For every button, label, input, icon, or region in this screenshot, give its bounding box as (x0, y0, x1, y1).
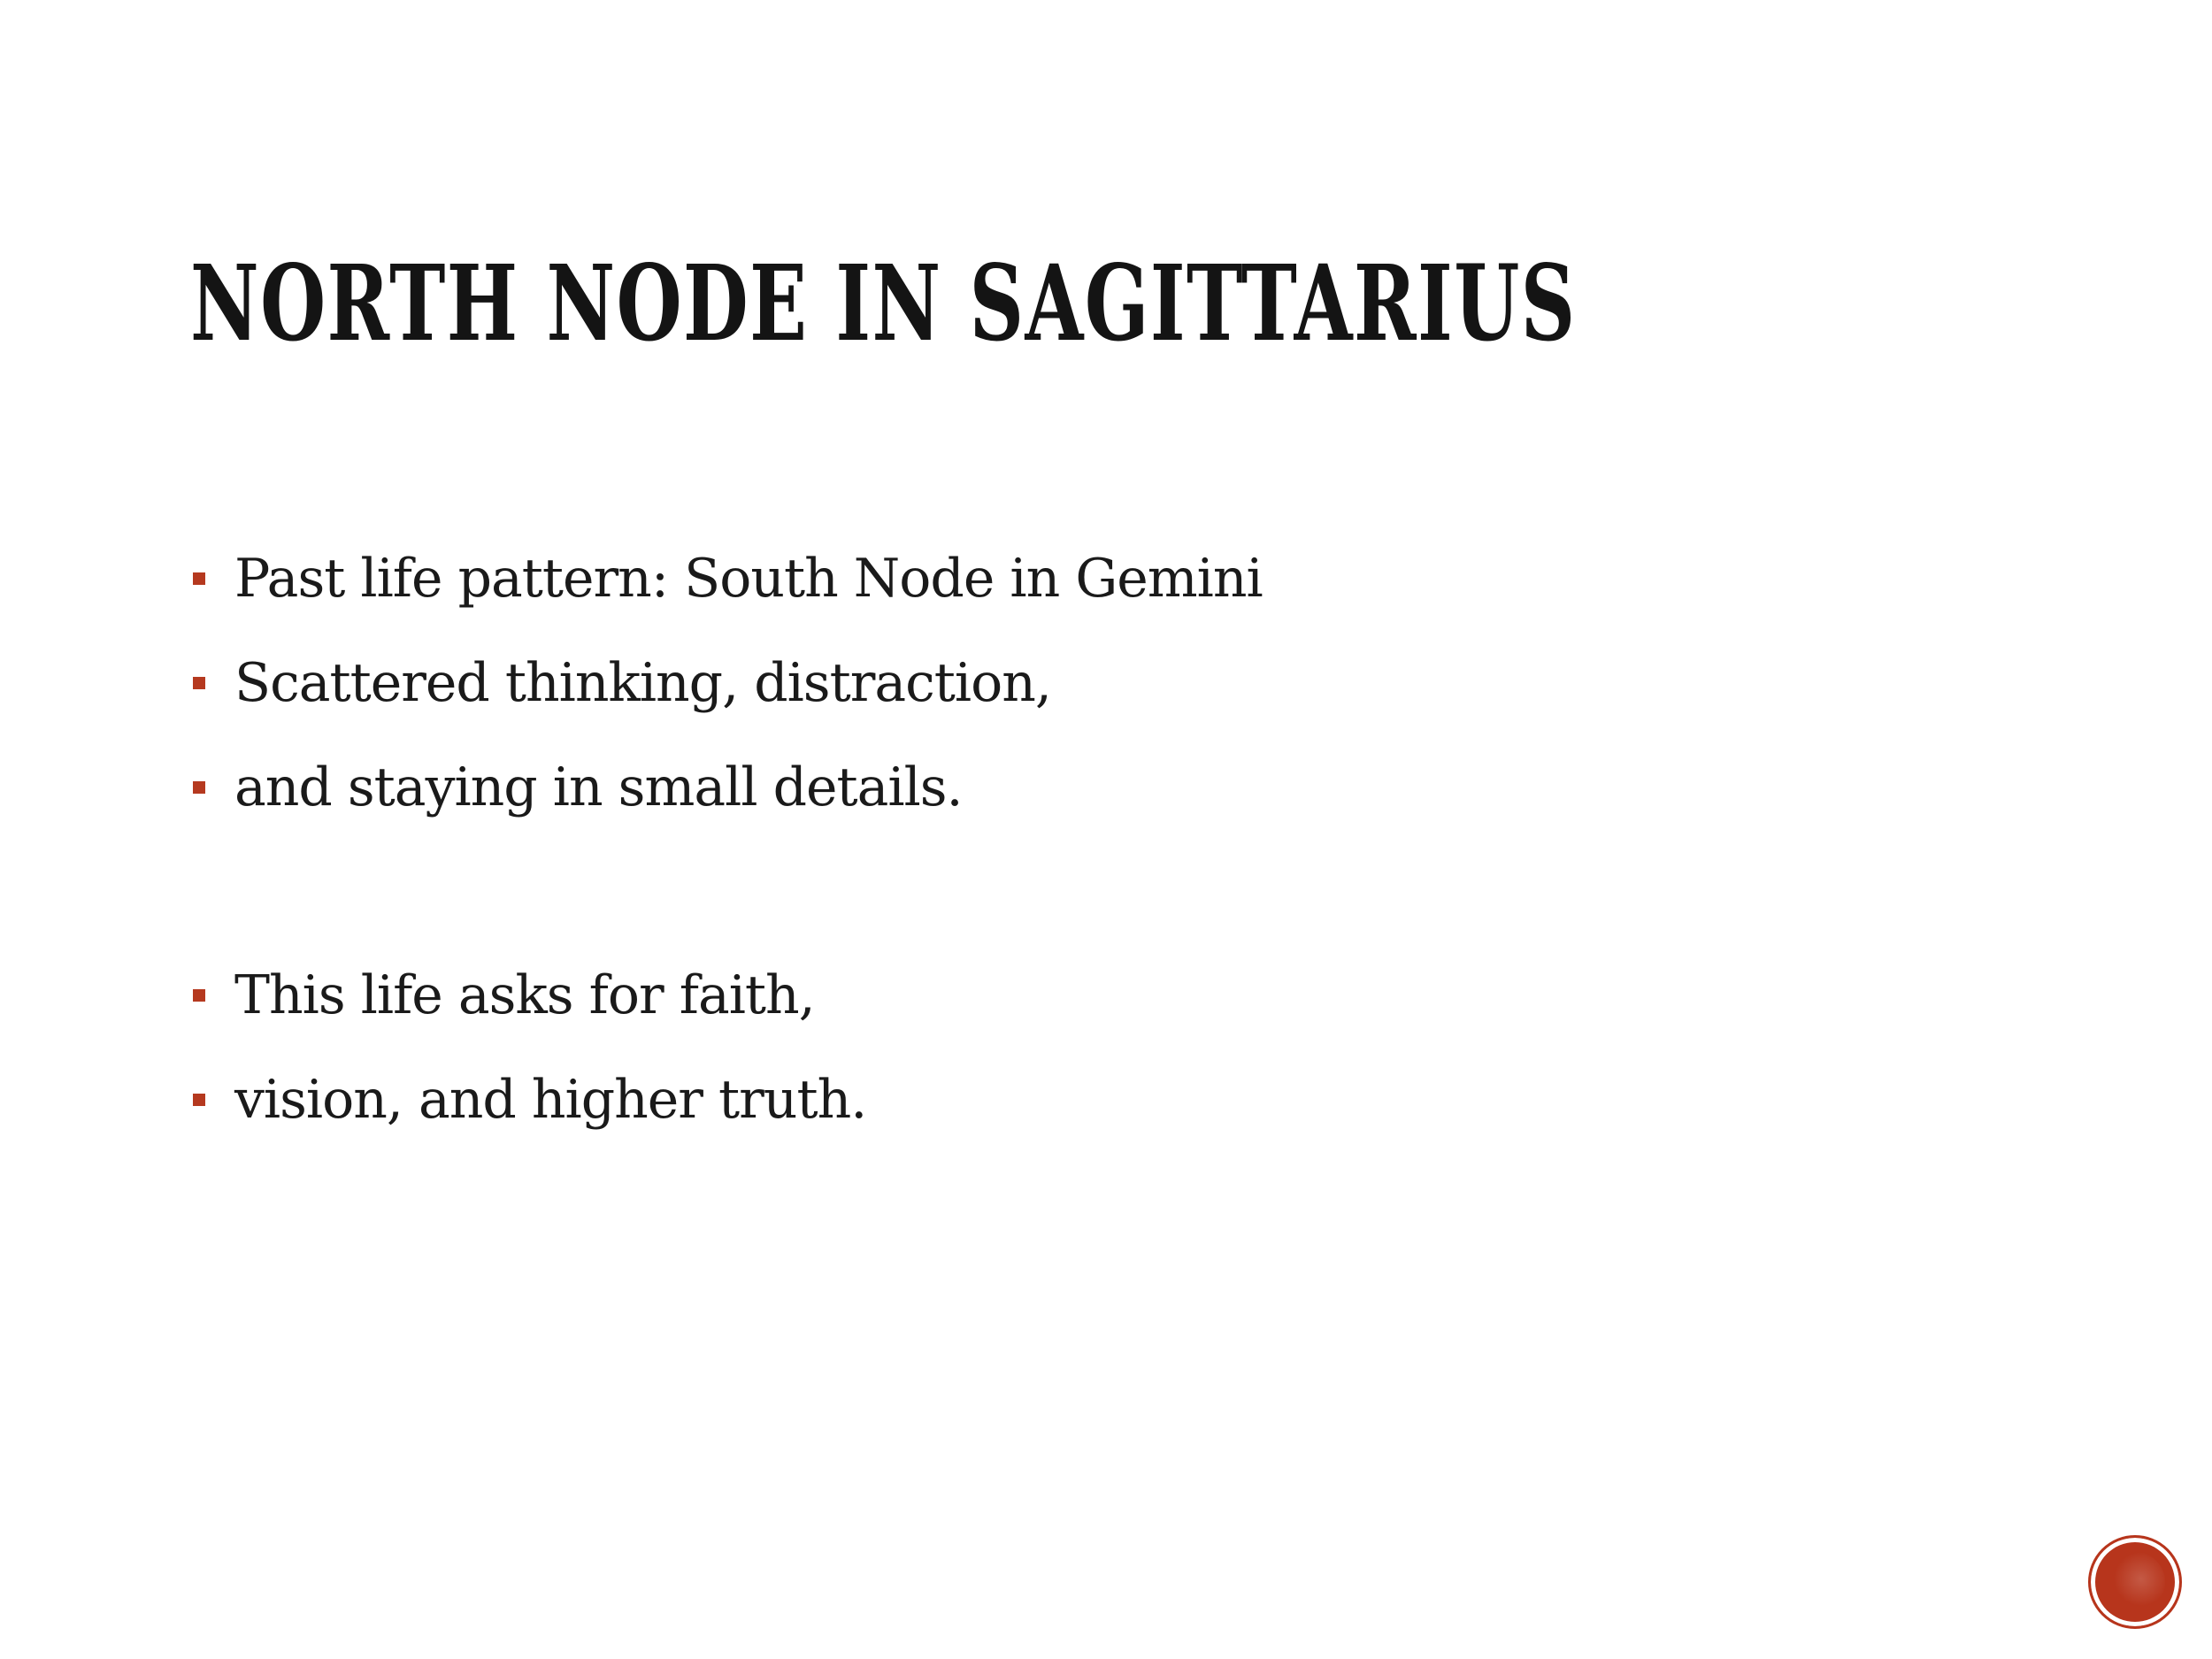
button-texture (2105, 1552, 2165, 1612)
list-item (193, 526, 1263, 631)
square-bullet-icon (193, 989, 205, 1002)
square-bullet-icon (193, 1094, 205, 1106)
bullet-text: This life asks for faith, (234, 964, 815, 1026)
list-item (193, 1048, 1263, 1152)
list-item (193, 943, 1263, 1048)
bullet-text: Past life pattern: South Node in Gemini (234, 548, 1263, 610)
square-bullet-icon (193, 572, 205, 585)
bullet-list (193, 526, 1263, 1152)
circle-button-icon[interactable] (2088, 1535, 2182, 1629)
bullet-text: vision, and higher truth. (234, 1069, 867, 1131)
square-bullet-icon (193, 677, 205, 689)
bullet-text: and staying in small details. (234, 757, 963, 818)
list-item (193, 735, 1263, 840)
bullet-text: Scattered thinking, distraction, (234, 652, 1051, 714)
slide-title: NORTH NODE IN SAGITTARIUS (190, 242, 1577, 365)
square-bullet-icon (193, 781, 205, 794)
list-item (193, 631, 1263, 735)
